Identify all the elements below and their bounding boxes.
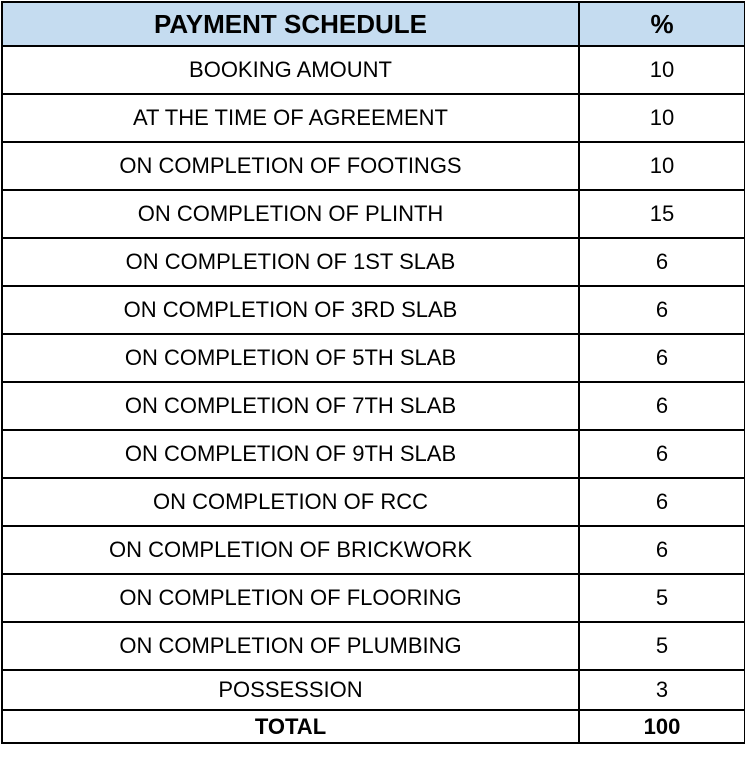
percent-cell: 6 [579, 286, 745, 334]
table-row [2, 478, 745, 526]
percent-cell: 5 [579, 622, 745, 670]
stage-cell: ON COMPLETION OF FLOORING [2, 574, 579, 622]
percent-cell: 6 [579, 430, 745, 478]
percent-cell: 10 [579, 94, 745, 142]
percent-cell: 3 [579, 670, 745, 710]
percent-cell: 6 [579, 526, 745, 574]
stage-cell: ON COMPLETION OF PLINTH [2, 190, 579, 238]
stage-cell: POSSESSION [2, 670, 579, 710]
table-row [2, 526, 745, 574]
total-label: TOTAL [2, 710, 579, 743]
stage-cell: ON COMPLETION OF 3RD SLAB [2, 286, 579, 334]
table-row [2, 142, 745, 190]
stage-cell: ON COMPLETION OF 5TH SLAB [2, 334, 579, 382]
percent-cell: 6 [579, 478, 745, 526]
header-percent: % [579, 2, 745, 46]
stage-cell: BOOKING AMOUNT [2, 46, 579, 94]
total-value: 100 [579, 710, 745, 743]
percent-cell: 15 [579, 190, 745, 238]
stage-cell: ON COMPLETION OF BRICKWORK [2, 526, 579, 574]
stage-cell: ON COMPLETION OF 9TH SLAB [2, 430, 579, 478]
percent-cell: 6 [579, 334, 745, 382]
stage-cell: ON COMPLETION OF 1ST SLAB [2, 238, 579, 286]
stage-cell: AT THE TIME OF AGREEMENT [2, 94, 579, 142]
stage-cell: ON COMPLETION OF FOOTINGS [2, 142, 579, 190]
header-stage: PAYMENT SCHEDULE [2, 2, 579, 46]
payment-schedule-table [1, 1, 745, 744]
table-row [2, 382, 745, 430]
stage-cell: ON COMPLETION OF RCC [2, 478, 579, 526]
table-row [2, 238, 745, 286]
percent-cell: 5 [579, 574, 745, 622]
table-row [2, 622, 745, 670]
percent-cell: 6 [579, 382, 745, 430]
table-row [2, 190, 745, 238]
percent-cell: 10 [579, 46, 745, 94]
table-row [2, 46, 745, 94]
table-row [2, 94, 745, 142]
table-row [2, 670, 745, 710]
table-row [2, 430, 745, 478]
percent-cell: 10 [579, 142, 745, 190]
stage-cell: ON COMPLETION OF 7TH SLAB [2, 382, 579, 430]
table-row [2, 574, 745, 622]
total-row [2, 710, 745, 743]
table-row [2, 286, 745, 334]
header-row [2, 2, 745, 46]
percent-cell: 6 [579, 238, 745, 286]
table-row [2, 334, 745, 382]
stage-cell: ON COMPLETION OF PLUMBING [2, 622, 579, 670]
